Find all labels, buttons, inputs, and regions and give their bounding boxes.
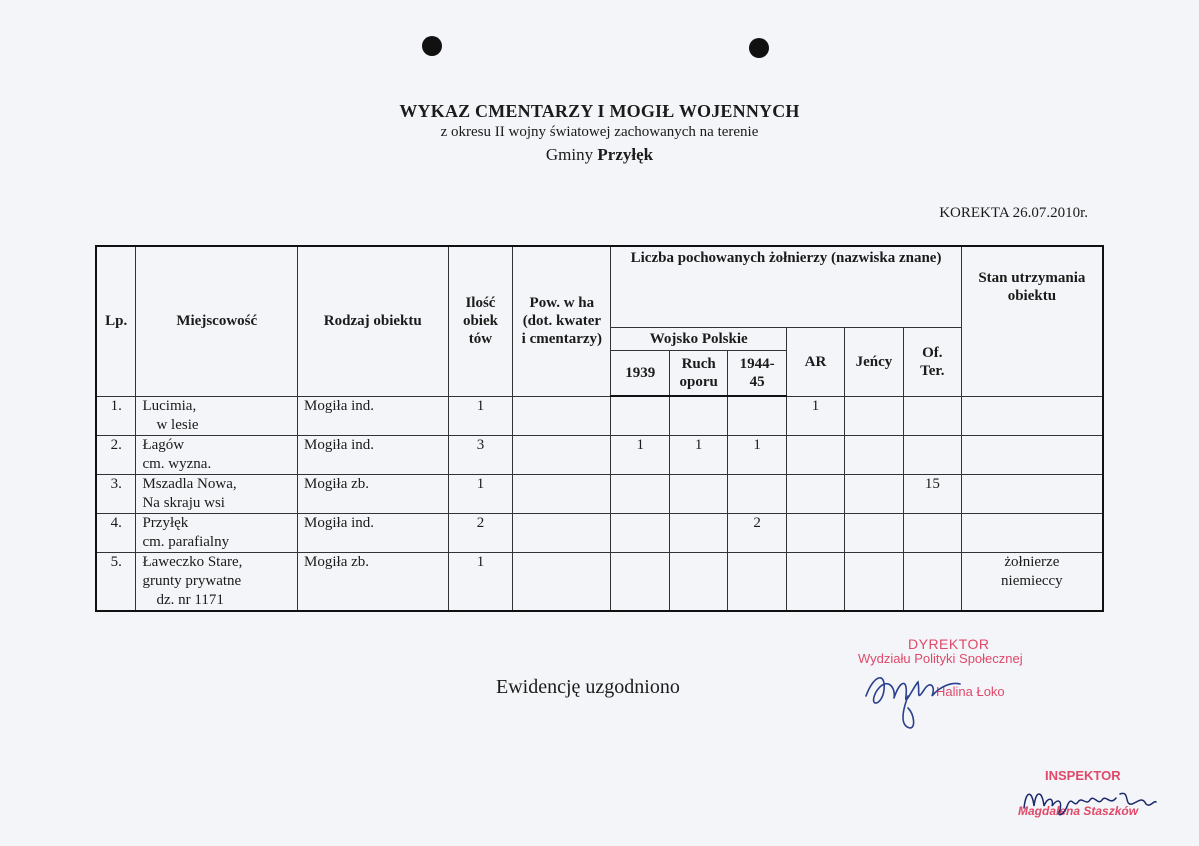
cell-ilosc: 1 [448, 475, 513, 514]
miejscowosc-line: Ławeczko Stare, [142, 554, 243, 570]
stamp-dyrektor: DYREKTOR [908, 636, 990, 652]
cell-1939: 1 [611, 436, 670, 475]
gmina-line [0, 145, 1199, 165]
miejscowosc-line: dz. nr 1171 [156, 592, 224, 608]
header-stan: Stan utrzymania obiektu [961, 246, 1103, 396]
cemetery-table [95, 245, 1104, 612]
cell-ar [787, 553, 845, 612]
miejscowosc-line: cm. wyzna. [142, 456, 212, 472]
punch-hole-left [422, 36, 442, 56]
miejscowosc-line: Przyłęk [142, 515, 189, 531]
cell-ilosc: 1 [448, 553, 513, 612]
table-row [96, 475, 1103, 514]
signature-inspektor [1020, 780, 1160, 820]
cell-ar: 1 [787, 396, 845, 436]
cell-of-ter [903, 553, 961, 612]
cell-pow [513, 514, 611, 553]
table-row [96, 396, 1103, 436]
cell-of-ter [903, 396, 961, 436]
document-subtitle: z okresu II wojny światowej zachowanych na terenie [440, 124, 759, 140]
cell-ar [787, 475, 845, 514]
miejscowosc-line: Na skraju wsi [142, 495, 225, 511]
cell-jency [844, 396, 903, 436]
cell-lp: 1. [96, 396, 136, 436]
cell-lp: 4. [96, 514, 136, 553]
stamp-wydzial: Wydziału Polityki Społecznej [858, 651, 1023, 666]
cell-lp: 5. [96, 553, 136, 612]
table-row [96, 514, 1103, 553]
header-1939: 1939 [611, 351, 670, 397]
cell-lp: 3. [96, 475, 136, 514]
cell-ruch [670, 396, 728, 436]
miejscowosc-line: cm. parafialny [142, 534, 230, 550]
gmina-prefix: Gminy [545, 145, 594, 164]
stamp-dyrektor-name: Halina Łoko [936, 684, 1005, 699]
header-jency: Jeńcy [844, 328, 903, 397]
cell-miejscowosc [136, 514, 298, 553]
cell-ilosc: 1 [448, 396, 513, 436]
cell-rodzaj: Mogiła ind. [298, 514, 448, 553]
cell-ruch: 1 [670, 436, 728, 475]
table-row [96, 436, 1103, 475]
header-pow: Pow. w ha (dot. kwater i cmentarzy) [513, 246, 611, 396]
cell-pow [513, 396, 611, 436]
cell-stan [961, 475, 1103, 514]
cell-stan [961, 436, 1103, 475]
cell-pow [513, 553, 611, 612]
cell-miejscowosc [136, 396, 298, 436]
cell-1944: 2 [728, 514, 787, 553]
ewidencja-text: Ewidencję uzgodniono [496, 676, 680, 698]
cell-rodzaj: Mogiła ind. [298, 436, 448, 475]
header-ar: AR [787, 328, 845, 397]
header-liczba: Liczba pochowanych żołnierzy (nazwiska znane) [611, 246, 961, 328]
cell-ruch [670, 553, 728, 612]
header-rodzaj: Rodzaj obiektu [298, 246, 448, 396]
stamp-inspektor-name: Magdalena Staszków [1018, 804, 1139, 818]
cell-jency [844, 514, 903, 553]
cell-ilosc: 3 [448, 436, 513, 475]
header-1944: 1944-45 [728, 351, 787, 397]
cell-miejscowosc [136, 436, 298, 475]
cell-ilosc: 2 [448, 514, 513, 553]
cell-1939 [611, 396, 670, 436]
cell-ar [787, 436, 845, 475]
cell-ruch [670, 514, 728, 553]
miejscowosc-line: w lesie [156, 416, 199, 433]
cell-1944 [728, 475, 787, 514]
miejscowosc-line: Lucimia, [142, 397, 197, 414]
document-title: WYKAZ CMENTARZY I MOGIŁ WOJENNYCH [399, 101, 800, 121]
miejscowosc-line: Mszadla Nowa, [142, 476, 237, 492]
cell-lp: 2. [96, 436, 136, 475]
header-ruch: Ruch oporu [670, 351, 728, 397]
header-lp: Lp. [96, 246, 136, 396]
cell-miejscowosc [136, 475, 298, 514]
cell-stan [961, 396, 1103, 436]
cell-pow [513, 475, 611, 514]
miejscowosc-line: Łagów [142, 437, 185, 453]
miejscowosc-line: grunty prywatne [142, 573, 242, 589]
cell-miejscowosc [136, 553, 298, 612]
korekta-date: KOREKTA 26.07.2010r. [939, 205, 1088, 221]
cell-1939 [611, 514, 670, 553]
cell-pow [513, 436, 611, 475]
cell-1939 [611, 475, 670, 514]
signature-dyrektor [856, 656, 976, 734]
cell-ar [787, 514, 845, 553]
cell-of-ter [903, 436, 961, 475]
cell-of-ter [903, 514, 961, 553]
punch-hole-right [749, 38, 769, 58]
cell-rodzaj: Mogiła zb. [298, 553, 448, 612]
stan-line: żołnierze [1004, 554, 1060, 570]
cell-rodzaj: Mogiła ind. [298, 396, 448, 436]
cell-stan [961, 553, 1103, 612]
header-wojsko: Wojsko Polskie [611, 328, 787, 351]
cell-of-ter: 15 [903, 475, 961, 514]
cell-jency [844, 436, 903, 475]
gmina-name: Przyłęk [597, 145, 654, 164]
cell-rodzaj: Mogiła zb. [298, 475, 448, 514]
table-row [96, 553, 1103, 612]
cell-1944 [728, 553, 787, 612]
header-ilosc: Ilość obiek tów [448, 246, 513, 396]
cell-1944: 1 [728, 436, 787, 475]
header-miejscowosc: Miejscowość [136, 246, 298, 396]
cell-ruch [670, 475, 728, 514]
cell-1939 [611, 553, 670, 612]
cell-1944 [728, 396, 787, 436]
cell-stan [961, 514, 1103, 553]
cell-jency [844, 475, 903, 514]
header-of-ter: Of. Ter. [903, 328, 961, 397]
stamp-inspektor: INSPEKTOR [1045, 768, 1121, 783]
cell-jency [844, 553, 903, 612]
stan-line: niemieccy [1001, 573, 1063, 589]
